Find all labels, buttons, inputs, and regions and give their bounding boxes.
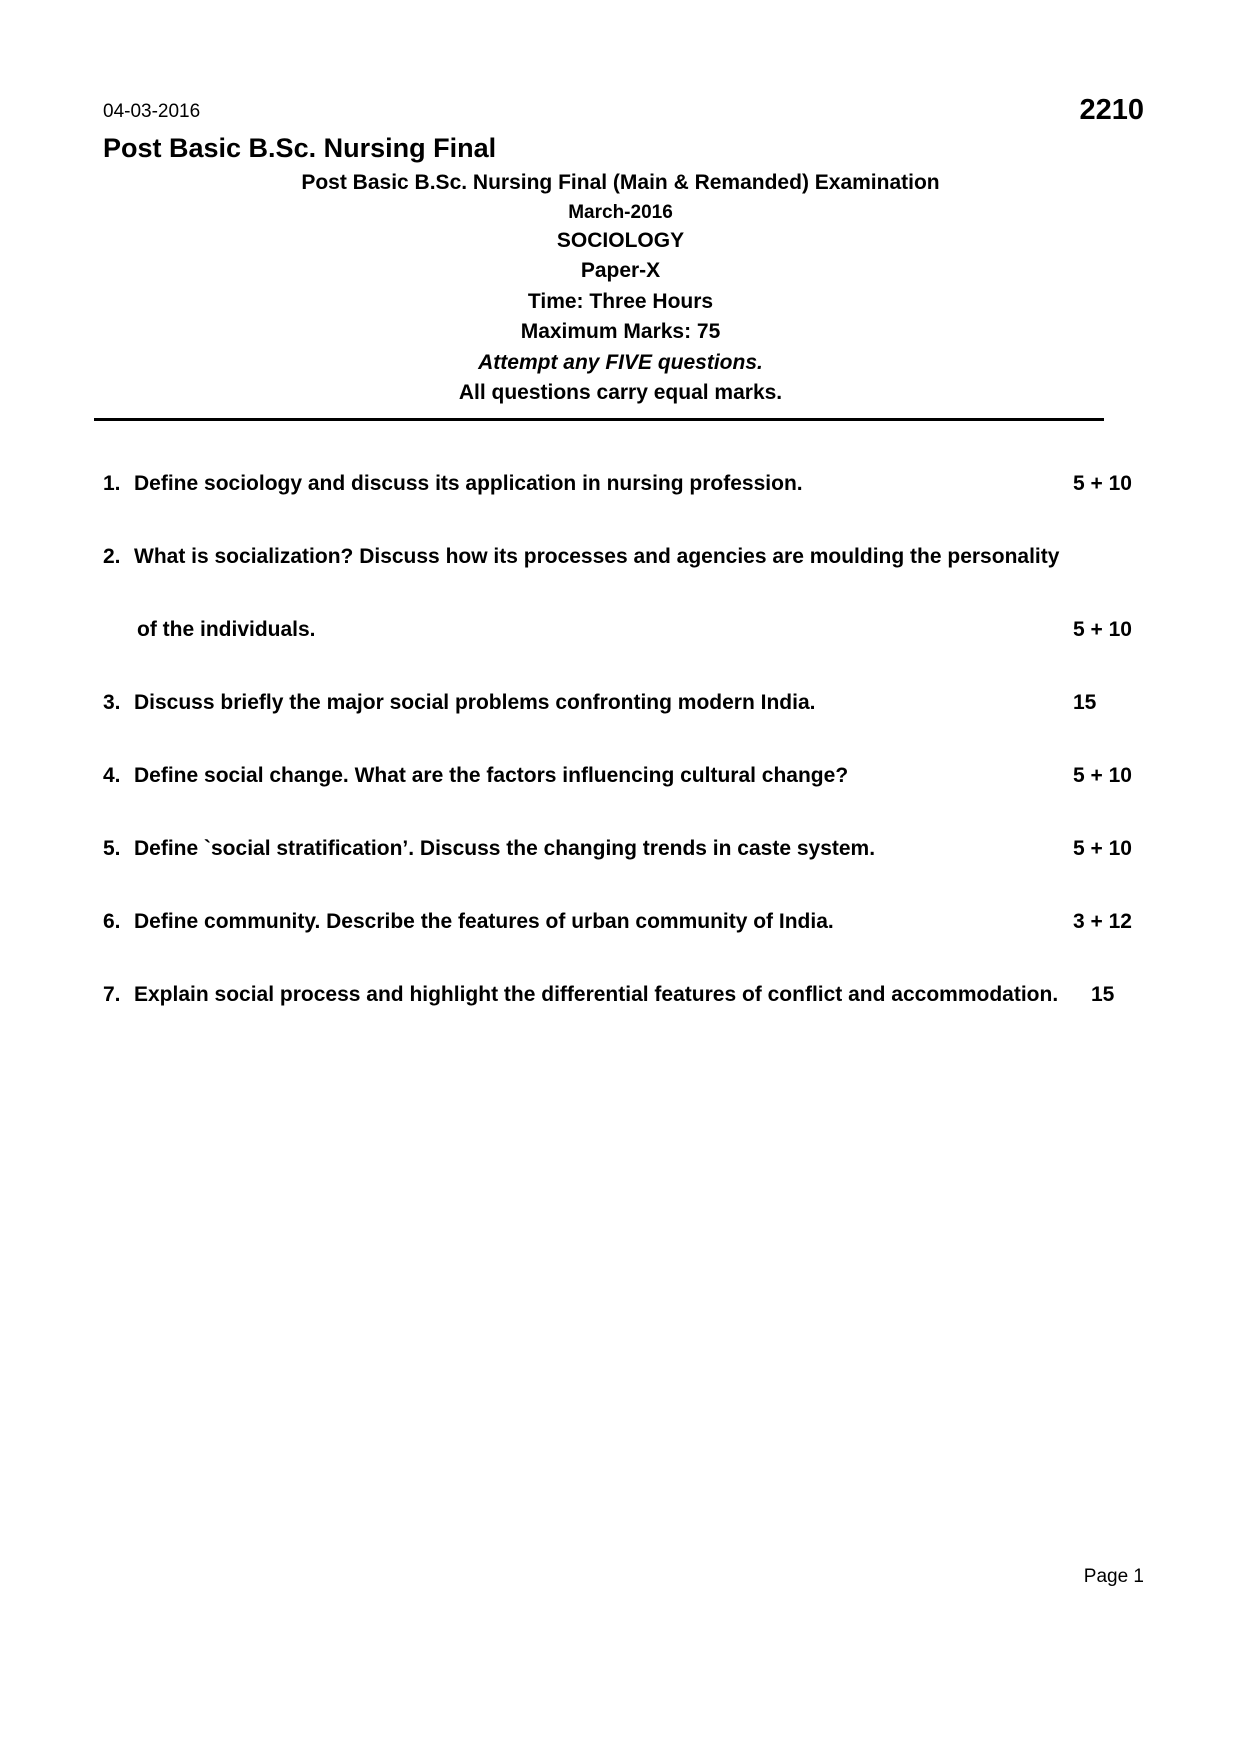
question-marks: 5 + 10 <box>1073 472 1132 495</box>
instruction-equal-marks: All questions carry equal marks. <box>458 381 783 404</box>
page-number: Page 1 <box>1083 1566 1144 1587</box>
question-text: Define community. Describe the features of urban community of India. <box>134 910 834 933</box>
maximum-marks: Maximum Marks: 75 <box>520 320 721 343</box>
question-text: Define `social stratification’. Discuss the changing trends in caste system. <box>134 837 876 860</box>
question-marks: 5 + 10 <box>1073 618 1132 641</box>
exam-date: 04-03-2016 <box>103 101 201 122</box>
question-marks: 15 <box>1073 691 1097 714</box>
instruction-attempt: Attempt any FIVE questions. <box>478 350 763 374</box>
question-marks: 15 <box>1091 983 1115 1006</box>
question-number: 5. <box>103 837 121 860</box>
exam-header <box>0 168 1241 409</box>
question-number: 1. <box>103 472 121 495</box>
question-number: 7. <box>103 983 121 1006</box>
question-marks: 5 + 10 <box>1073 764 1132 787</box>
question-number: 6. <box>103 910 121 933</box>
question-text-continuation: of the individuals. <box>137 618 316 641</box>
paper-code: 2210 <box>1079 94 1144 126</box>
course-title: Post Basic B.Sc. Nursing Final <box>103 133 497 163</box>
paper-number: Paper-X <box>580 259 661 282</box>
question-text: Explain social process and highlight the differential features of conflict and accommodation. <box>134 983 1059 1006</box>
question-text: Define social change. What are the factors influencing cultural change? <box>134 764 849 787</box>
question-text: What is socialization? Discuss how its processes and agencies are moulding the personality <box>134 545 1060 568</box>
question-marks: 5 + 10 <box>1073 837 1132 860</box>
header-divider <box>94 418 1104 421</box>
time-allowed: Time: Three Hours <box>527 289 714 313</box>
exam-title: Post Basic B.Sc. Nursing Final (Main & Remanded) Examination <box>301 171 940 194</box>
question-number: 3. <box>103 691 121 714</box>
question-text: Discuss briefly the major social problems confronting modern India. <box>134 691 816 714</box>
question-marks: 3 + 12 <box>1073 910 1132 933</box>
exam-month: March-2016 <box>568 201 673 223</box>
subject-title: SOCIOLOGY <box>556 228 685 252</box>
question-number: 2. <box>103 545 121 568</box>
question-text: Define sociology and discuss its application in nursing profession. <box>134 472 803 495</box>
question-number: 4. <box>103 764 121 787</box>
